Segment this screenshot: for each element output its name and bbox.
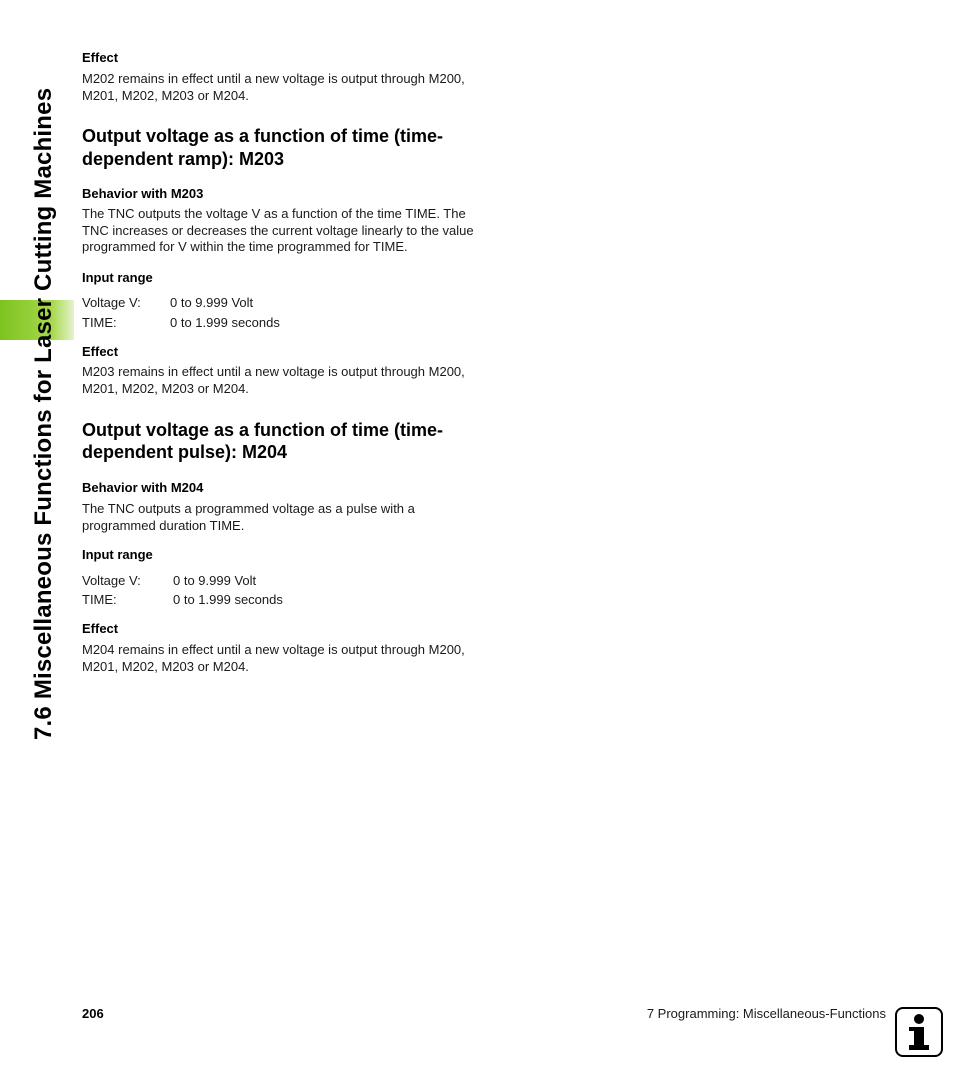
effect-text-m204-line2: M201, M202, M203 or M204.	[82, 658, 249, 674]
behavior-text-m203-line1: The TNC outputs the voltage V as a function of the time TIME. The	[82, 206, 466, 221]
range-row-m203-voltage	[82, 295, 254, 311]
effect-label-m203: Effect	[82, 344, 119, 359]
chapter-side-title: 7.6 Miscellaneous Functions for Laser Cutting Machines	[30, 87, 57, 740]
range-label: TIME:	[82, 592, 117, 607]
input-range-label-m204: Input range	[82, 547, 153, 562]
range-value: 0 to 9.999 Volt	[170, 295, 254, 310]
section-heading-m204-line2: dependent pulse): M204	[82, 442, 288, 462]
behavior-text-m204-line2: programmed duration TIME.	[82, 517, 245, 533]
section-heading-m203-line1: Output voltage as a function of time (time-	[82, 126, 444, 146]
input-range-label-m203: Input range	[82, 270, 153, 285]
effect-text-m204-line1: M204 remains in effect until a new voltage is output through M200,	[82, 642, 465, 657]
effect-text-m203-line2: M201, M202, M203 or M204.	[82, 380, 249, 396]
effect-text-m202-line1: M202 remains in effect until a new voltage is output through M200,	[82, 71, 465, 86]
behavior-text-m203-line3: programmed for V within the time programmed for TIME.	[82, 239, 408, 254]
behavior-label-m204: Behavior with M204	[82, 480, 204, 495]
range-value: 0 to 1.999 seconds	[170, 315, 280, 330]
section-heading-m204-line1: Output voltage as a function of time (time-	[82, 420, 444, 440]
effect-text-m202-line2: M201, M202, M203 or M204.	[82, 87, 249, 103]
range-label: Voltage V:	[82, 573, 141, 588]
effect-label-m202: Effect	[82, 50, 119, 65]
effect-text-m203-line1: M203 remains in effect until a new voltage is output through M200,	[82, 364, 465, 379]
page-number: 206	[82, 1006, 104, 1021]
range-row-m204-voltage	[82, 573, 257, 589]
section-heading-m203-line2: dependent ramp): M203	[82, 149, 285, 169]
info-icon	[895, 1007, 943, 1057]
behavior-text-m204-line1: The TNC outputs a programmed voltage as a pulse with a	[82, 501, 415, 516]
range-label: TIME:	[82, 315, 117, 330]
chapter-footer-title: 7 Programming: Miscellaneous-Functions	[646, 1006, 886, 1021]
effect-label-m204: Effect	[82, 621, 119, 636]
range-value: 0 to 1.999 seconds	[173, 592, 283, 607]
behavior-text-m203-line2: TNC increases or decreases the current voltage linearly to the value	[82, 222, 474, 238]
range-row-m204-time	[82, 592, 283, 608]
range-row-m203-time	[82, 315, 280, 331]
range-label: Voltage V:	[82, 295, 141, 310]
range-value: 0 to 9.999 Volt	[173, 573, 257, 588]
behavior-label-m203: Behavior with M203	[82, 186, 204, 201]
